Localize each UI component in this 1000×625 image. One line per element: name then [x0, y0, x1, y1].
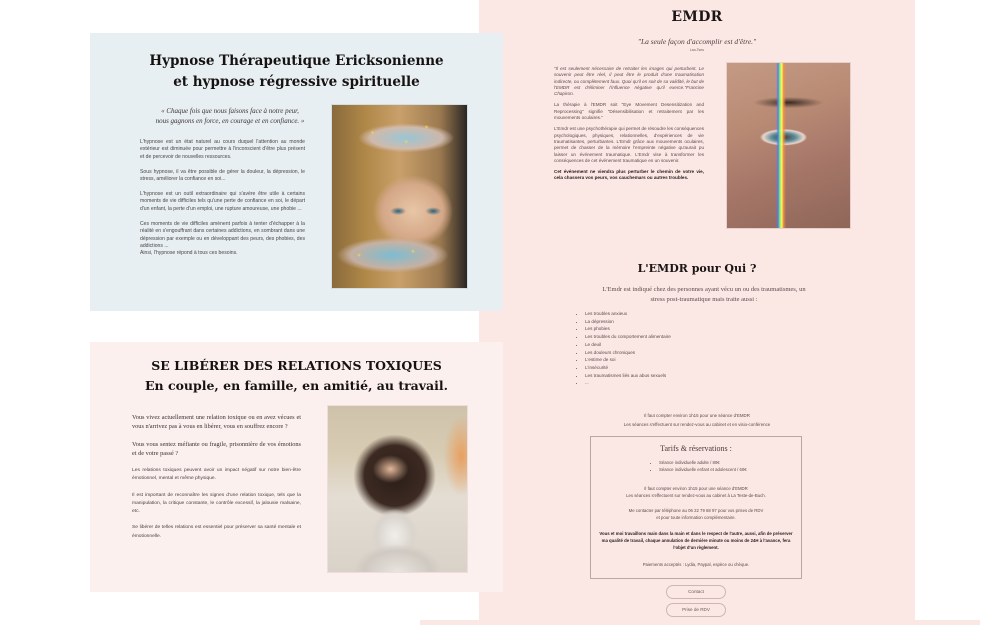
- list-item: • Les douleurs chroniques: [585, 349, 671, 357]
- tarifs-duration: [597, 485, 795, 499]
- tarifs-payments: Paiements acceptés : Lydia, Paypal, espèce ou chèque.: [642, 562, 750, 567]
- emdr-title: EMDR: [671, 9, 723, 25]
- list-item: • Les troubles du comportement alimentaire: [585, 333, 671, 341]
- emdr-section: [479, 0, 915, 625]
- tarifs-cancellation-policy: Vous et moi travaillons main dans la main et dans le respect de l'autre, aussi, afin de préserver ma qualité de travail, chaque annulation de dernière minute ou moins de 24H à l'avance, fera l'objet d'un règlement.: [599, 531, 793, 550]
- contact-button[interactable]: Contact: [666, 585, 726, 599]
- toxic-paragraph: Les relations toxiques peuvent avoir un impact négatif sur notre bien-être émotionnel, mental et même physique.: [132, 468, 301, 482]
- list-item: • L'insécurité: [585, 364, 671, 372]
- emdr-paragraph-purpose: L'Emdr est une psychothérapie qui permet de résoudre les conséquences psychologiques, physiques, relationnelles, d'expériences de vie traumatisantes, perturbantes. L'Emdr grâce aux mouvements oculaires, permet de chasser de la mémoire l'empreinte négative qu'aurait pu laisser un événement traumatique. L'Emdr vise à transformer les conséquences de cet événement traumatique en un souvenir.: [554, 126, 705, 163]
- hypnose-title-line2: et hypnose régressive spirituelle: [173, 74, 420, 90]
- emdr-paragraph-quote: "Il est seulement nécessaire de retraiter les images qui perturbent. Le souvenir peut être réel, il peut être le produit d'une traumatisation indirecte, ou complètement faux. Quoi qu'il en soit de sa validité, le but de l'EMDR est d'éliminer l'influence négative qu'il exerce."Francine Chapiron.: [554, 66, 704, 97]
- list-item: • Les phobies: [585, 325, 671, 333]
- hypnose-quote-line1: « Chaque fois que nous faisons face à notre peur,: [161, 107, 299, 115]
- hypnose-paragraph: L'hypnose est un outil extraordinaire qui s'avère être utile à certains moments de vie difficiles tels qu'une perte de confiance en soi, le départ d'un enfant, la perte d'un emploi, une rupture amoureuse, une phobie ...: [140, 191, 305, 212]
- tarifs-box: [590, 436, 802, 579]
- list-item: • Les troubles anxieux: [585, 310, 671, 318]
- emdr-pour-qui-intro: L'Emdr est indiqué chez des personnes ayant vécu un ou des traumatismes, un stress post-traumatique mais traite aussi :: [602, 286, 806, 303]
- tarifs-location-line: Les séances s'effectuent sur rendez-vous au cabinet à La Teste-de-Buch.: [626, 493, 766, 498]
- hypnose-photo: [331, 104, 468, 289]
- toxic-title-line2: En couple, en famille, en amitié, au travail.: [144, 378, 448, 393]
- list-item: • L'estime de soi: [585, 356, 671, 364]
- emdr-eye-photo: [726, 62, 851, 229]
- tarifs-list: [651, 459, 747, 473]
- hypnose-title: [90, 51, 503, 93]
- toxic-photo: [327, 405, 468, 573]
- emdr-quote: "La seule façon d'accomplir est d'être.": [637, 37, 757, 46]
- toxic-relations-section: [90, 342, 503, 592]
- tarifs-info-line: et pour toute information complémentaire.: [656, 515, 736, 520]
- hypnose-description: [140, 139, 305, 265]
- toxic-lead-question: Vous vivez actuellement une relation toxique ou en avez vécues et vous n'arrivez pas à vous en libérer, vous en souffrez encore ?: [132, 414, 301, 430]
- hypnose-paragraph: Sous hypnose, il va être possible de gérer la douleur, la dépression, le stress, améliorer la confiance en soi...: [140, 168, 305, 183]
- toxic-description: [132, 413, 301, 549]
- emdr-pour-qui-title: L'EMDR pour Qui ?: [637, 262, 757, 275]
- toxic-title-line1: SE LIBÉRER DES RELATIONS TOXIQUES: [151, 358, 442, 373]
- tarif-item-child: • Séance individuelle enfant et adolescent / 60€: [659, 466, 747, 473]
- list-item: • ...: [585, 379, 671, 387]
- emdr-note-duration: Il faut compter environ 1h15 pour une séance d'EMDR: [644, 413, 750, 418]
- prise-de-rdv-button[interactable]: Prise de RDV: [666, 603, 726, 617]
- emdr-session-note: [479, 411, 915, 429]
- hypnose-paragraph: Ces moments de vie difficiles amènent parfois à tenter d'échapper à la réalité en s'engouffrant dans certaines addictions, en sombrant dans une dépression par exemple ou en développant des peurs, des phobies, des addictions ...: [140, 220, 305, 249]
- tarifs-contact: [597, 507, 795, 521]
- tarifs-title: Tarifs & réservations :: [660, 444, 732, 453]
- list-item: • Les traumatismes liés aux abus sexuels: [585, 372, 671, 380]
- toxic-lead-question: Vous vous sentez méfiante ou fragile, prisonnière de vos émotions et de votre passé ?: [132, 441, 301, 457]
- emdr-description: [554, 66, 704, 187]
- toxic-paragraph: Se libérer de telles relations est essentiel pour préserver sa santé mentale et émotionnelle.: [132, 525, 301, 539]
- tarifs-duration-line: Il faut compter environ 1h15 pour une séance d'EMDR: [644, 486, 748, 491]
- hypnose-quote: [130, 106, 330, 126]
- list-item: • Le deuil: [585, 341, 671, 349]
- tarifs-phone-line: Me contacter par téléphone au 06 22 79 68 97 pour vos prises de RDV: [628, 508, 764, 513]
- emdr-indications-list: [575, 310, 671, 387]
- toxic-paragraph: Il est important de reconnaître les signes d'une relation toxique, tels que la manipulation, la critique constante, le contrôle excessif, la jalousie malsaine, etc.: [132, 492, 301, 515]
- toxic-title: [90, 356, 503, 396]
- emdr-paragraph-highlight: Cet événement ne viendra plus perturber le chemin de votre vie, cela chassera vos peurs, vos cauchemars ou autres troubles.: [554, 169, 704, 181]
- hypnose-section: [90, 33, 503, 311]
- tarif-item-adult: • Séance individuelle adulte / 80€: [659, 459, 747, 466]
- list-item: • La dépression: [585, 318, 671, 326]
- emdr-note-location: Les séances s'effectuent sur rendez-vous au cabinet et en visio-conférence: [623, 422, 771, 427]
- hypnose-paragraph: L'hypnose est un état naturel au cours duquel l'attention au monde extérieur est diminuée pour permettre à l'inconscient d'être plus présent et de percevoir de nouvelles ressources.: [140, 139, 305, 160]
- emdr-paragraph-definition: La thérapie à l'EMDR soit "Eye Movement Desensitization and Reprocessing" signifie "Désensibilisation et retraitement par les mouvements oculaires.": [554, 102, 704, 121]
- hypnose-quote-line2: nous gagnons en force, en courage et en confiance. »: [155, 117, 305, 125]
- emdr-quote-author: Lao-Tseu: [689, 48, 705, 52]
- hypnose-paragraph: Ainsi, l'hypnose répond à tous ces besoins.: [140, 250, 238, 257]
- hypnose-title-line1: Hypnose Thérapeutique Ericksonienne: [149, 53, 444, 69]
